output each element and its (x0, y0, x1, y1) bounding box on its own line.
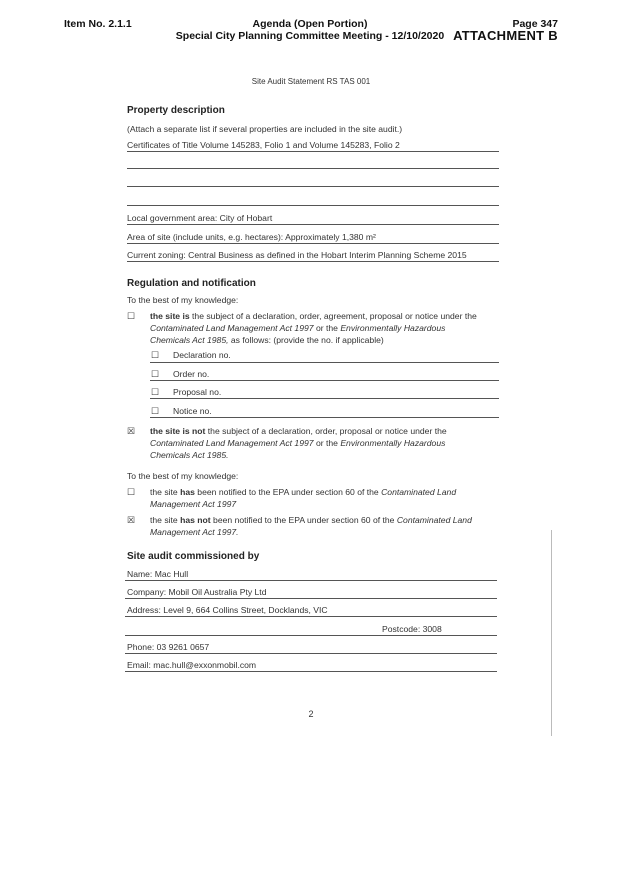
notice-label: Notice no. (173, 406, 212, 416)
site-has-not-option: the site has not been notified to the EPA under section 60 of the Contaminated Land Management Act 1997. (150, 515, 472, 537)
declaration-label: Declaration no. (173, 350, 231, 360)
site-is-label: the site is (150, 311, 190, 321)
item-number: Item No. 2.1.1 (64, 18, 132, 30)
statement-title: Site Audit Statement RS TAS 001 (251, 77, 371, 86)
site-is-option: the site is the subject of a declaration, order, agreement, proposal or notice under the Contaminated Land Management Act 1997 or the Environmentally Hazardous Chemicals Act 1985, as follows: (provide the no. if applicable) (150, 311, 477, 345)
meeting-title: Special City Planning Committee Meeting - 12/10/2020 (175, 30, 445, 42)
page-number: 2 (308, 709, 314, 719)
underline (127, 151, 499, 152)
site-area: Area of site (include units, e.g. hectares): Approximately 1,380 m² (127, 232, 376, 242)
property-note: (Attach a separate list if several properties are included in the site audit.) (127, 124, 403, 134)
order-checkbox[interactable]: ☐ (151, 369, 160, 379)
underline (125, 635, 497, 636)
site-is-not-label: the site is not (150, 426, 206, 436)
certificates-of-title: Certificates of Title Volume 145283, Folio 1 and Volume 145283, Folio 2 (127, 140, 400, 150)
underline (127, 243, 499, 244)
regulation-heading: Regulation and notification (127, 278, 256, 289)
underline (127, 224, 499, 225)
underline (125, 671, 497, 672)
scan-edge-line (551, 530, 552, 736)
underline (125, 598, 497, 599)
knowledge-statement: To the best of my knowledge: (127, 295, 239, 305)
notice-checkbox[interactable]: ☐ (151, 406, 160, 416)
commissioner-address: Address: Level 9, 664 Collins Street, Docklands, VIC (127, 605, 328, 615)
order-field[interactable] (150, 380, 499, 381)
order-label: Order no. (173, 369, 210, 379)
site-has-checkbox[interactable]: ☐ (127, 487, 136, 497)
commissioner-phone: Phone: 03 9261 0657 (127, 642, 210, 652)
declaration-checkbox[interactable]: ☐ (151, 350, 160, 360)
proposal-label: Proposal no. (173, 387, 222, 397)
commissioner-email: Email: mac.hull@exxonmobil.com (127, 660, 257, 670)
page-info (453, 18, 558, 42)
local-government-area: Local government area: City of Hobart (127, 213, 273, 223)
commissioner-company: Company: Mobil Oil Australia Pty Ltd (127, 587, 267, 597)
blank-line (127, 168, 499, 169)
proposal-checkbox[interactable]: ☐ (151, 387, 160, 397)
underline (125, 653, 497, 654)
agenda-title: Agenda (Open Portion) (252, 18, 368, 30)
property-heading: Property description (127, 105, 225, 116)
site-has-option: the site has been notified to the EPA under section 60 of the Contaminated Land Management Act 1997 (150, 487, 457, 509)
underline (127, 261, 499, 262)
knowledge-statement-2: To the best of my knowledge: (127, 471, 239, 481)
blank-line (127, 186, 499, 187)
attachment-label: ATTACHMENT B (453, 28, 558, 43)
proposal-field[interactable] (150, 398, 499, 399)
site-is-not-checkbox[interactable]: ☒ (127, 426, 136, 436)
site-is-not-option: the site is not the subject of a declaration, order, proposal or notice under the Contaminated Land Management Act 1997 or the Environmentally Hazardous Chemicals Act 1985. (150, 426, 447, 460)
blank-line (127, 205, 499, 206)
current-zoning: Current zoning: Central Business as defined in the Hobart Interim Planning Scheme 2015 (127, 250, 467, 260)
site-has-not-checkbox[interactable]: ☒ (127, 515, 136, 525)
commissioner-name: Name: Mac Hull (127, 569, 189, 579)
underline (125, 580, 497, 581)
underline (125, 616, 497, 617)
agenda-header (160, 18, 460, 42)
commissioner-postcode: Postcode: 3008 (382, 624, 442, 634)
declaration-field[interactable] (150, 362, 499, 363)
commissioned-heading: Site audit commissioned by (127, 551, 260, 562)
notice-field[interactable] (150, 417, 499, 418)
page-number-header: Page 347 (512, 18, 558, 30)
site-is-checkbox[interactable]: ☐ (127, 311, 136, 321)
